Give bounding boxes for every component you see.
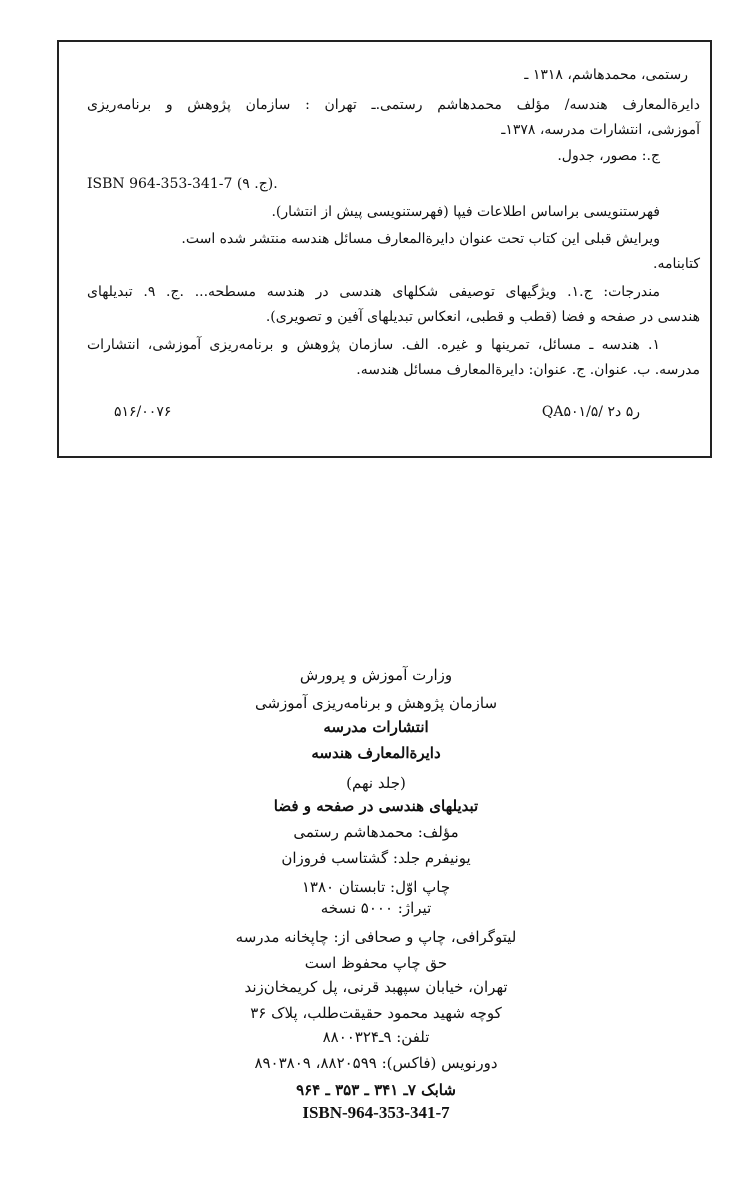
cip-line: آموزشی، انتشارات مدرسه، ۱۳۷۸ـ <box>501 122 700 138</box>
author-line: مؤلف: محمدهاشم رستمی <box>293 823 459 841</box>
edition-line: چاپ اوّل: تابستان ۱۳۸۰ <box>301 878 451 896</box>
printer-line: لیتوگرافی، چاپ و صحافی از: چاپخانه مدرسه <box>235 928 517 946</box>
publisher-name: انتشارات مدرسه <box>323 718 429 736</box>
copyright-line: حق چاپ محفوظ است <box>304 954 448 972</box>
cover-designer-line: یونیفرم جلد: گشتاسب فروزان <box>281 849 471 867</box>
cip-line: مندرجات: ج.۱. ویژگیهای توصیفی شکلهای هندسی در هندسه مسطحه... .ج. ۹. تبدیلهای <box>87 284 661 300</box>
cip-line: ج.: مصور، جدول. <box>557 148 660 164</box>
cataloging-in-publication-box <box>57 40 712 458</box>
cip-isbn-line: ISBN 964-353-341-7 (ج. ۹). <box>87 176 278 192</box>
lc-classification: QA۵۰۱/۵/ ر۵ د۲ <box>541 404 640 420</box>
cip-line: فهرستنویسی براساس اطلاعات فیپا (فهرستنویسی پیش از انتشار). <box>271 204 660 220</box>
address-line: کوچه شهید محمود حقیقت‌طلب، پلاک ۳۶ <box>250 1004 502 1022</box>
address-line: تهران، خیابان سپهبد قرنی، پل کریمخان‌زند <box>244 978 508 996</box>
fax-line: دورنویس (فاکس): ۸۸۲۰۵۹۹، ۸۹۰۳۸۰۹ <box>254 1054 498 1072</box>
colophon-line: سازمان پژوهش و برنامه‌ریزی آموزشی <box>254 694 498 712</box>
phone-line: تلفن: ۹ـ۸۸۰۰۳۲۴ <box>322 1028 430 1046</box>
colophon-line: وزارت آموزش و پرورش <box>299 666 453 684</box>
cip-line: دایرةالمعارف هندسه/ مؤلف محمدهاشم رستمی.ـ تهران : سازمان پژوهش و برنامه‌ریزی <box>87 97 700 113</box>
cip-line: رستمی، محمدهاشم، ۱۳۱۸ ـ <box>524 67 688 83</box>
cip-line: کتابنامه. <box>653 256 700 272</box>
isbn-line: ISBN-964-353-341-7 <box>302 1103 450 1122</box>
cip-line: مدرسه. ب. عنوان. ج. عنوان: دایرةالمعارف مسائل هندسه. <box>356 362 700 378</box>
cip-line: ۱. هندسه ـ مسائل، تمرینها و غیره. الف. سازمان پژوهش و برنامه‌ریزی آموزشی، انتشارات <box>87 337 660 353</box>
shabak-line: شابک ۷ـ ۳۴۱ ـ ۳۵۳ ـ ۹۶۴ <box>296 1081 456 1099</box>
book-title: دایرةالمعارف هندسه <box>311 744 441 762</box>
volume-label: (جلد نهم) <box>346 774 406 792</box>
cip-line: ویرایش قبلی این کتاب تحت عنوان دایرةالمعارف مسائل هندسه منتشر شده است. <box>181 231 660 247</box>
dewey-classification: ۵۱۶/۰۰۷۶ <box>114 404 172 420</box>
cip-line: هندسی در صفحه و فضا (قطب و قطبی، انعکاس تبدیلهای آفین و تصویری). <box>265 309 700 325</box>
print-run-line: تیراژ: ۵۰۰۰ نسخه <box>320 899 432 917</box>
volume-title: تبدیلهای هندسی در صفحه و فضا <box>273 797 479 815</box>
